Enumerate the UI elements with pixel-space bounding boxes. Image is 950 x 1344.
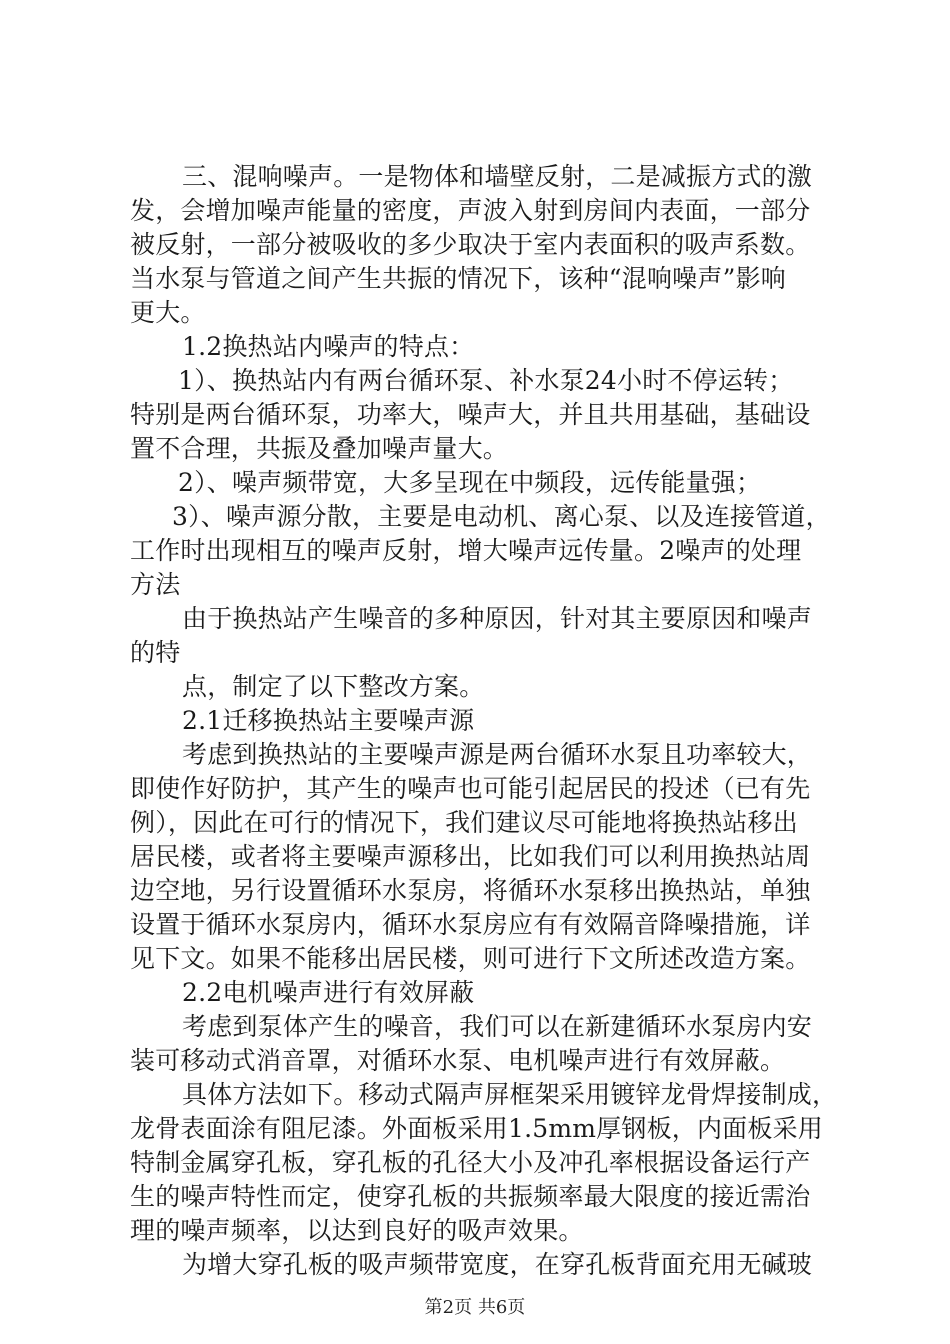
document-body [130, 160, 838, 1282]
text-line: 3）、噪声源分散，主要是电动机、离心泵、以及连接管道， [172, 502, 831, 531]
text-line: 1.2换热站内噪声的特点： [182, 332, 475, 361]
text-line: 见下文。如果不能移出居民楼，则可进行下文所述改造方案。 [130, 944, 811, 973]
text-line: 2.2电机噪声进行有效屏蔽 [182, 978, 475, 1007]
page-footer: 第2页 共6页 [424, 1297, 526, 1318]
text-line: 1）、换热站内有两台循环泵、补水泵24小时不停运转； [178, 366, 794, 395]
text-line: 居民楼，或者将主要噪声源移出，比如我们可以利用换热站周 [130, 842, 811, 871]
text-line: 为增大穿孔板的吸声频带宽度，在穿孔板背面充用无碱玻 [182, 1250, 813, 1279]
text-line: 2）、噪声频带宽，大多呈现在中频段，远传能量强； [178, 468, 762, 497]
text-line: 特制金属穿孔板，穿孔板的孔径大小及冲孔率根据设备运行产 [130, 1148, 811, 1177]
text-line: 发，会增加噪声能量的密度，声波入射到房间内表面，一部分 [130, 196, 811, 225]
text-line: 装可移动式消音罩，对循环水泵、电机噪声进行有效屏蔽。 [130, 1046, 786, 1075]
text-line: 三、混响噪声。一是物体和墙壁反射，二是减振方式的激 [182, 162, 813, 191]
text-line: 理的噪声频率，以达到良好的吸声效果。 [130, 1216, 584, 1245]
text-line: 的特 [130, 638, 181, 667]
text-line: 设置于循环水泵房内，循环水泵房应有有效隔音降噪措施，详 [130, 910, 811, 939]
text-line: 方法 [130, 570, 181, 599]
text-line: 点，制定了以下整改方案。 [182, 672, 485, 701]
text-line: 更大。 [130, 298, 206, 327]
text-line: 龙骨表面涂有阻尼漆。外面板采用1.5mm厚钢板，内面板采用 [130, 1114, 823, 1143]
text-line: 考虑到换热站的主要噪声源是两台循环水泵且功率较大， [182, 740, 813, 769]
text-line: 2.1迁移换热站主要噪声源 [182, 706, 475, 735]
text-line: 例），因此在可行的情况下，我们建议尽可能地将换热站移出 [130, 808, 798, 837]
text-line: 生的噪声特性而定，使穿孔板的共振频率最大限度的接近需治 [130, 1182, 811, 1211]
text-line: 工作时出现相互的噪声反射，增大噪声远传量。2噪声的处理 [130, 536, 802, 565]
text-line: 被反射，一部分被吸收的多少取决于室内表面积的吸声系数。 [130, 230, 811, 259]
text-line: 当水泵与管道之间产生共振的情况下，该种“混响噪声”影响 [130, 264, 786, 293]
text-line: 具体方法如下。移动式隔声屏框架采用镀锌龙骨焊接制成， [182, 1080, 838, 1109]
text-line: 特别是两台循环泵，功率大，噪声大，并且共用基础，基础设 [130, 400, 811, 429]
text-line: 即使作好防护，其产生的噪声也可能引起居民的投述（已有先 [130, 774, 811, 803]
text-line: 考虑到泵体产生的噪音，我们可以在新建循环水泵房内安 [182, 1012, 813, 1041]
text-line: 置不合理，共振及叠加噪声量大。 [130, 434, 509, 463]
text-line: 由于换热站产生噪音的多种原因，针对其主要原因和噪声 [182, 604, 813, 633]
text-line: 边空地，另行设置循环水泵房，将循环水泵移出换热站，单独 [130, 876, 811, 905]
